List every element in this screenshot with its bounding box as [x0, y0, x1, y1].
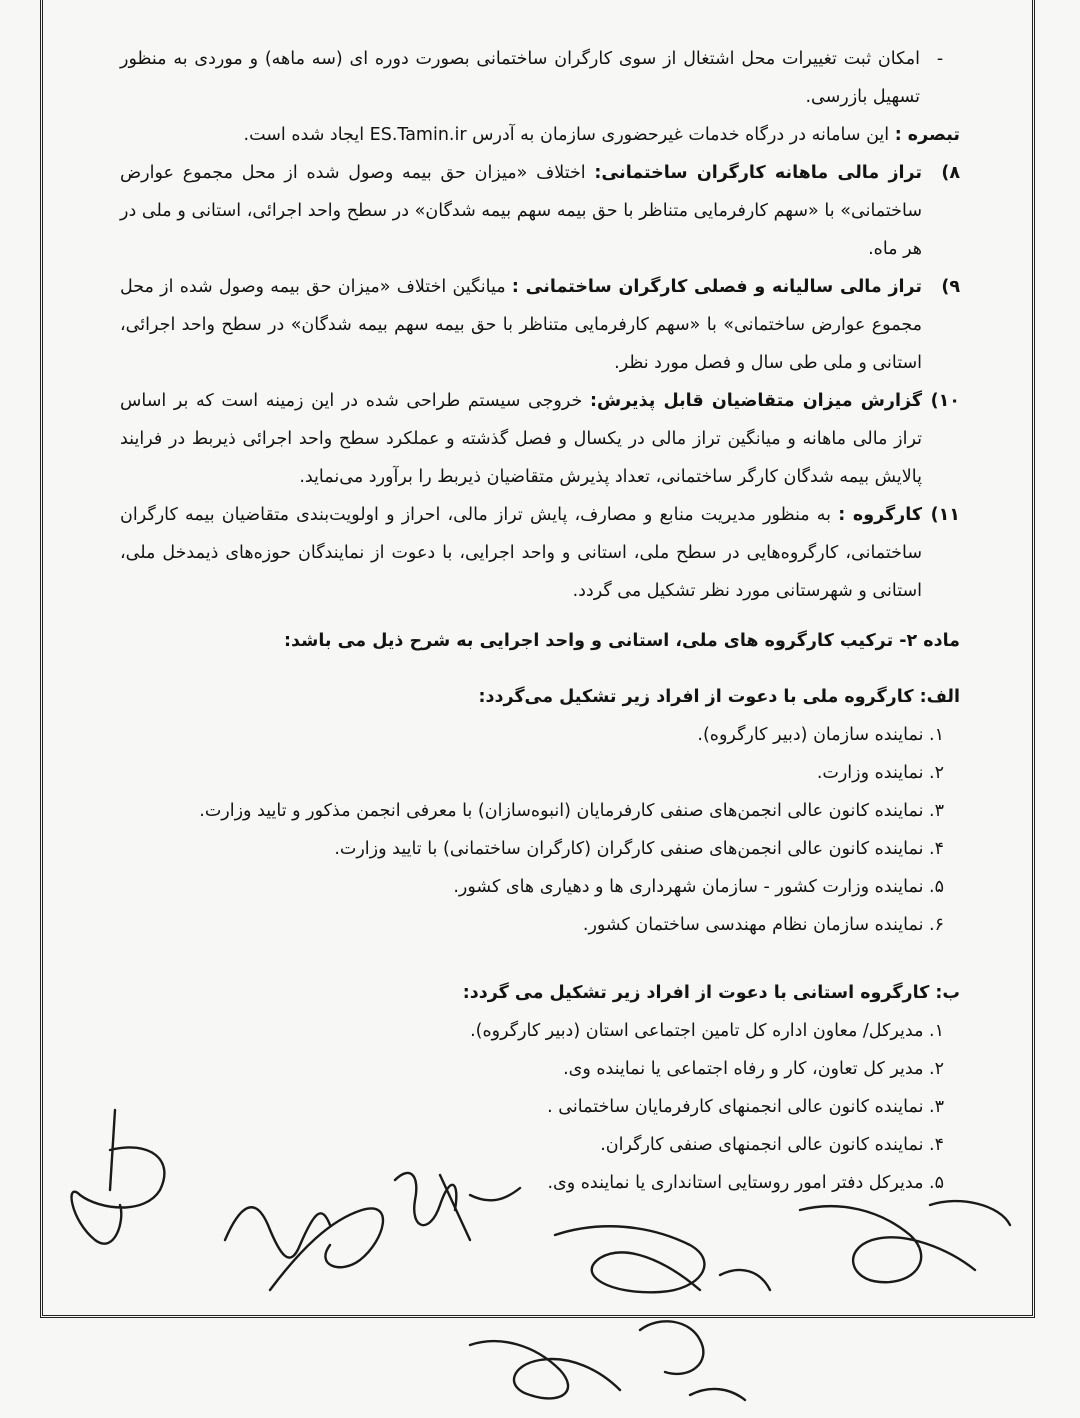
item-number: ۱۰)	[930, 391, 960, 411]
note-text-before: این سامانه در درگاه خدمات غیرحضوری سازمان به آدرس	[472, 125, 890, 145]
note-label: تبصره :	[894, 125, 960, 145]
item-paragraph	[120, 154, 922, 268]
list-item: ۳. نماینده کانون عالی انجمن‌های صنفی کارفرمایان (انبوه‌سازان) با معرفی انجمن مذکور و تایید وزارت.	[199, 801, 944, 821]
numbered-item	[120, 382, 960, 496]
numbered-item	[120, 496, 960, 610]
list-item: ۲. مدیر کل تعاون، کار و رفاه اجتماعی یا نماینده وی.	[563, 1059, 944, 1079]
item-title: تراز مالی سالیانه و فصلی کارگران ساختمانی :	[511, 277, 922, 297]
list-item: ۵. نماینده وزارت کشور - سازمان شهرداری ها و دهیاری های کشور.	[453, 877, 944, 897]
item-paragraph	[120, 496, 922, 610]
item-title: کارگروه :	[838, 505, 922, 525]
document-body	[120, 40, 960, 1202]
list-item: ۴. نماینده کانون عالی انجمنهای صنفی کارگران.	[600, 1135, 944, 1155]
national-committee-heading: الف: کارگروه ملی با دعوت از افراد زیر تشکیل می‌گردد:	[478, 687, 960, 707]
item-number: ۸)	[941, 163, 960, 183]
item-number: ۹)	[941, 277, 960, 297]
list-item: ۱. نماینده سازمان (دبیر کارگروه).	[697, 725, 944, 745]
list-item: ۶. نماینده سازمان نظام مهندسی ساختمان کشور.	[582, 915, 944, 935]
item-paragraph	[120, 268, 922, 382]
item-number: ۱۱)	[930, 505, 960, 525]
list-item: ۴. نماینده کانون عالی انجمن‌های صنفی کارگران (کارگران ساختمانی) با تایید وزارت.	[334, 839, 944, 859]
provincial-committee-heading: ب: کارگروه استانی با دعوت از افراد زیر تشکیل می گردد:	[462, 983, 960, 1003]
provincial-members-list	[120, 1012, 960, 1202]
item-text: خروجی سیستم طراحی شده در این زمینه است که بر اساس تراز مالی ماهانه و میانگین تراز مالی در یکسال و فصل گذشته و عملکرد سطح واحد اجرائی ذیربط در فرایند پالایش بیمه شدگان کارگر ساختمانی، تعداد پذیرش متقاضیان ذیربط را برآورد می‌نماید.	[120, 391, 922, 487]
item-text: میانگین اختلاف «میزان حق بیمه وصول شده از محل مجموع عوارض ساختمانی» با «سهم کارفرمایی متناظر با حق بیمه سهم بیمه شدگان» در سطح واحد اجرائی، استانی و ملی طی سال و فصل مورد نظر.	[120, 277, 922, 373]
item-text: اختلاف «میزان حق بیمه وصول شده از محل مجموع عوارض ساختمانی» با «سهم کارفرمایی متناظر با حق بیمه سهم بیمه شدگان» در سطح واحد اجرائی، استانی و ملی در هر ماه.	[120, 163, 922, 259]
item-title: گزارش میزان متقاضیان قابل پذیرش:	[590, 391, 923, 411]
numbered-item	[120, 268, 960, 382]
national-members-list	[120, 716, 960, 944]
note-address: ES.Tamin.ir	[369, 125, 467, 145]
bullet-text: امکان ثبت تغییرات محل اشتغال از سوی کارگران ساختمانی بصورت دوره ای (سه ماهه) و موردی به منظور تسهیل بازرسی.	[120, 49, 920, 107]
list-item: ۵. مدیرکل دفتر امور روستایی استانداری یا نماینده وی.	[547, 1173, 944, 1193]
bullet-item	[120, 40, 960, 116]
note-paragraph	[120, 116, 960, 154]
list-item: ۱. مدیرکل/ معاون اداره کل تامین اجتماعی استان (دبیر کارگروه).	[470, 1021, 944, 1041]
item-paragraph	[120, 382, 922, 496]
numbered-item	[120, 154, 960, 268]
item-text: به منظور مدیریت منابع و مصارف، پایش تراز مالی، احراز و اولویت‌بندی متقاضیان بیمه کارگران ساختمانی، کارگروه‌هایی در سطح ملی، استانی و واحد اجرایی، با دعوت از نمایندگان حوزه‌های ذیمدخل ملی، استانی و شهرستانی مورد نظر تشکیل می گردد.	[120, 505, 922, 601]
list-item: ۳. نماینده کانون عالی انجمنهای کارفرمایان ساختمانی .	[547, 1097, 944, 1117]
list-item: ۲. نماینده وزارت.	[816, 763, 944, 783]
bullet-mark: -	[936, 49, 944, 69]
signature-6	[470, 1321, 745, 1400]
article-2-heading: ماده ۲- ترکیب کارگروه های ملی، استانی و واحد اجرایی به شرح ذیل می باشد:	[284, 631, 960, 651]
item-title: تراز مالی ماهانه کارگران ساختمانی:	[594, 163, 922, 183]
note-text-after: ایجاد شده است.	[243, 125, 365, 145]
